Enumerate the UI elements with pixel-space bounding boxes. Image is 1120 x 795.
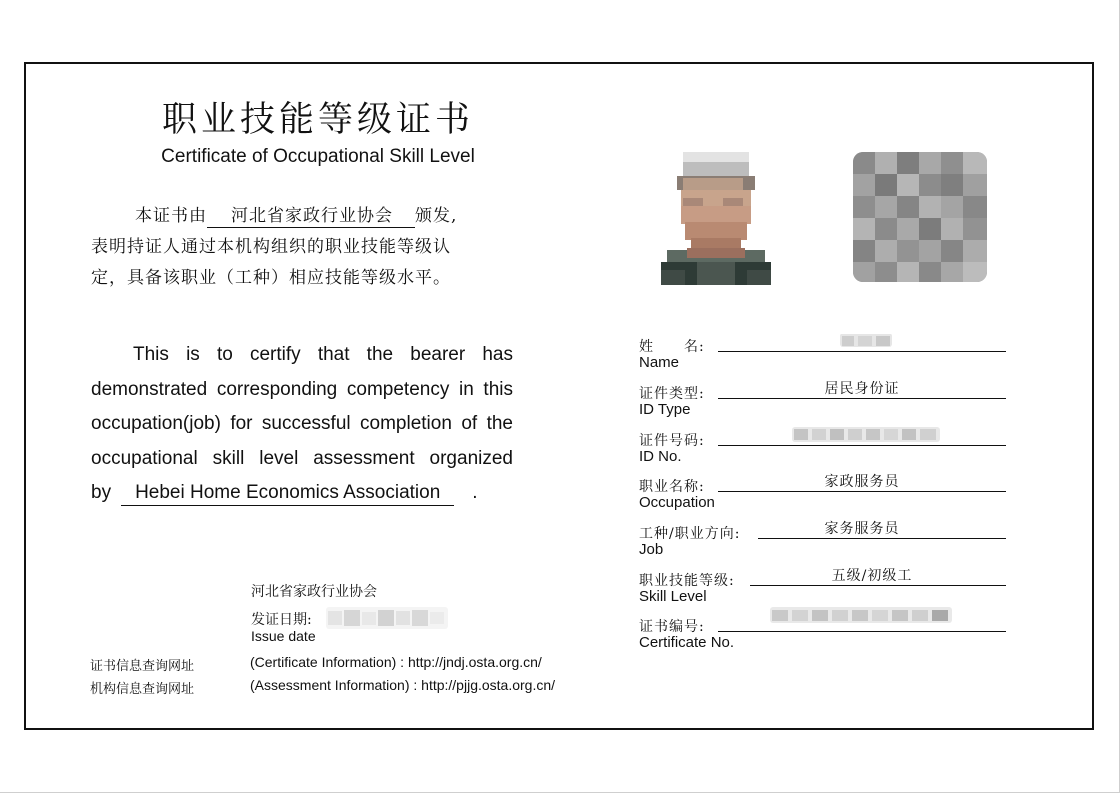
qr-code (853, 152, 987, 282)
statement-en-line4: occupational skill level assessment organized (91, 447, 513, 469)
field-occupation-line (718, 491, 1006, 492)
field-idno-redacted (792, 427, 940, 442)
field-name-redacted (840, 333, 892, 347)
field-idno-label-zh: 证件号码: (639, 433, 705, 449)
field-occupation-value: 家政服务员 (824, 474, 900, 490)
field-certno-redacted (770, 607, 952, 623)
field-name-line (718, 351, 1006, 352)
cert-info-label-zh: 证书信息查询网址 (90, 659, 195, 674)
field-skill-line (750, 585, 1006, 586)
field-occupation-label-en: Occupation (639, 494, 715, 511)
field-certno-line (718, 631, 1006, 632)
statement-zh (91, 201, 519, 294)
statement-en-line2: demonstrated corresponding competency in this (91, 378, 513, 400)
statement-en-line1: This is to certify that the bearer has (133, 344, 513, 365)
statement-en-line3: occupation(job) for successful completion of the (91, 413, 513, 434)
assess-info-label-zh: 机构信息查询网址 (90, 682, 195, 697)
field-certno-label-zh: 证书编号: (639, 619, 705, 635)
field-idtype-value: 居民身份证 (824, 381, 900, 397)
holder-photo (661, 152, 771, 285)
field-skill-label-en: Skill Level (639, 588, 707, 605)
field-job-label-en: Job (639, 541, 664, 558)
field-certno-label-en: Certificate No. (639, 634, 735, 651)
statement-en-by: by (91, 482, 112, 503)
field-job-label-zh: 工种/职业方向: (639, 526, 741, 542)
field-idtype-line (718, 398, 1006, 399)
field-job-value: 家务服务员 (824, 521, 900, 537)
field-skill-label-zh: 职业技能等级: (639, 573, 735, 589)
field-name-label-en: Name (639, 354, 680, 371)
field-idno-line (718, 445, 1006, 446)
statement-en-end: . (472, 482, 478, 503)
issue-date-redacted (326, 607, 448, 629)
issue-date-label-en: Issue date (251, 628, 316, 644)
cert-info-url: (Certificate Information) : http://jndj.osta.org.cn/ (250, 654, 542, 670)
statement-zh-prefix: 本证书由 (135, 206, 207, 226)
field-skill-value: 五级/初级工 (831, 568, 913, 584)
field-occupation-label-zh: 职业名称: (639, 479, 705, 495)
statement-en-issuer: Hebei Home Economics Association (121, 481, 454, 506)
field-idtype-label-en: ID Type (639, 401, 691, 418)
statement-zh-issuer: 河北省家政行业协会 (207, 205, 415, 228)
statement-zh-line2: 表明持证人通过本机构组织的职业技能等级认 (91, 237, 451, 257)
certificate-title-en: Certificate of Occupational Skill Level (161, 146, 475, 167)
statement-zh-suffix: 颁发, (415, 206, 458, 226)
field-job-line (758, 538, 1006, 539)
field-idtype-label-zh: 证件类型: (639, 386, 705, 402)
certificate-title-zh: 职业技能等级证书 (161, 100, 474, 140)
issue-date-label-zh: 发证日期: (251, 612, 312, 628)
field-name-label-zh: 姓 名: (639, 339, 705, 355)
statement-zh-line3: 定，具备该职业（工种）相应技能等级水平。 (91, 268, 451, 288)
issuer-name-zh: 河北省家政行业协会 (251, 584, 377, 600)
statement-en (91, 338, 513, 511)
assess-info-url: (Assessment Information) : http://pjjg.osta.org.cn/ (250, 677, 556, 693)
field-idno-label-en: ID No. (639, 448, 682, 465)
